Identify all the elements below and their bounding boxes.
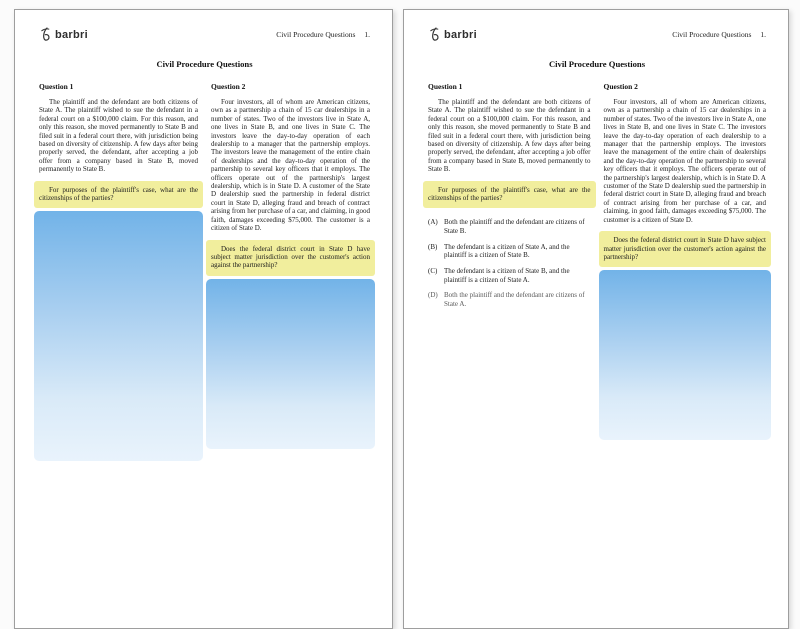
answer-choice-c — [428, 267, 591, 284]
question-1-highlight: For purposes of the plaintiff's case, what are the citizenships of the parties? — [423, 181, 596, 209]
choice-label: (A) — [428, 218, 438, 227]
choice-text: Both the plaintiff and the defendant are citizens of State B. — [444, 218, 585, 235]
barbri-b-icon — [428, 27, 441, 42]
answer-choices — [428, 218, 591, 308]
question-2-column — [604, 82, 767, 440]
running-title: Civil Procedure Questions — [672, 30, 752, 39]
question-2-heading: Question 2 — [603, 82, 638, 91]
running-header — [276, 30, 370, 39]
page-title: Civil Procedure Questions — [548, 59, 646, 69]
question-2-highlight: Does the federal district court in State D have subject matter jurisdiction over the customer's action against the partnership? — [599, 231, 772, 267]
running-header — [672, 30, 766, 39]
brand-logo — [428, 27, 477, 42]
question-1-column — [428, 82, 591, 440]
choice-label: (B) — [428, 242, 438, 251]
page-number: 1. — [364, 30, 370, 39]
answer-choice-d — [428, 291, 591, 308]
question-1-heading: Question 1 — [39, 82, 74, 91]
question-1-body: The plaintiff and the defendant are both citizens of State A. The plaintiff wished to sue the defendant in a federal court on a $100,000 claim. For this reason, and only this reason, she moved permanently to State B and filed suit in a federal court there, with jurisdiction being based on diversity of citizenship. A few days after being properly served, the defendant, after accepting a job offer from a company based in State B, moved permanently to State B. — [428, 98, 591, 174]
answer-choice-a — [428, 218, 591, 235]
choice-text: The defendant is a citizen of State B, and the plaintiff is a citizen of State A. — [444, 267, 570, 284]
question-2-body: Four investors, all of whom are American citizens, own as a partnership a chain of 15 car dealerships in a number of states. Two of the investors live in State A, one lives in State B, and one lives in State C. The investors leave the day-to-day operation of each dealership to a manager that the partnership employs. The investors leave the management of the entire chain of dealerships and the day-to-day operation of the partnership to several key officers that it employs. The officers operate out of the partnership's largest dealership, which is in State D. A customer of the State D dealership sued the partnership in federal district court in State D, alleging fraud and breach of contract arising from her purchase of a car, and claiming, in good faith, damages exceeding $75,000. The customer is a citizen of State D. — [211, 98, 370, 233]
choice-text: Both the plaintiff and the defendant are citizens of State A. — [444, 291, 585, 308]
brand-name: barbri — [55, 28, 88, 41]
answer-choice-b — [428, 243, 591, 260]
question-1-column — [39, 82, 198, 461]
choice-label: (C) — [428, 267, 438, 276]
page-title: Civil Procedure Questions — [156, 59, 253, 69]
question-1-heading: Question 1 — [428, 82, 463, 91]
brand-logo — [39, 27, 88, 42]
question-2-body: Four investors, all of whom are American citizens, own as a partnership a chain of 15 car dealerships in a number of states. Two of the investors live in State A, one lives in State B, and one lives in State C. The investors leave the day-to-day operation of each dealership to a manager that the partnership employs. The investors leave the management of the entire chain of dealerships and the day-to-day operation of the partnership to several key officers that it employs. The officers operate out of the partnership's largest dealership, which is in State D. A customer of the State D dealership sued the partnership in federal district court in State D, alleging fraud and breach of contract arising from her purchase of a car, and claiming, in good faith, damages exceeding $75,000. The customer is a citizen of State D. — [603, 98, 766, 224]
question-2-highlight: Does the federal district court in State D have subject matter jurisdiction over the customer's action against the partnership? — [206, 240, 375, 276]
page-number: 1. — [760, 30, 766, 39]
brand-name: barbri — [444, 28, 477, 41]
page-header — [428, 27, 766, 42]
answer-cover-overlay[interactable] — [34, 211, 203, 461]
running-title: Civil Procedure Questions — [276, 30, 356, 39]
barbri-b-icon — [39, 27, 52, 42]
answer-cover-overlay[interactable] — [599, 270, 772, 440]
page-left — [14, 9, 393, 629]
page-header — [39, 27, 370, 42]
question-1-body: The plaintiff and the defendant are both citizens of State A. The plaintiff wished to sue the defendant in a federal court on a $100,000 claim. For this reason, and only this reason, she moved permanently to State B and filed suit in a federal court there, with jurisdiction being based on diversity of citizenship. A few days after being properly served, the defendant, after accepting a job offer from a company based in State B, moved permanently to State B. — [39, 98, 198, 174]
choice-text: The defendant is a citizen of State A, and the plaintiff is a citizen of State B. — [444, 242, 570, 260]
question-2-heading: Question 2 — [211, 82, 246, 91]
question-2-column — [211, 82, 370, 461]
question-1-highlight: For purposes of the plaintiff's case, what are the citizenships of the parties? — [34, 181, 203, 209]
answer-cover-overlay[interactable] — [206, 279, 375, 449]
choice-label: (D) — [428, 291, 438, 300]
page-right — [403, 9, 789, 629]
